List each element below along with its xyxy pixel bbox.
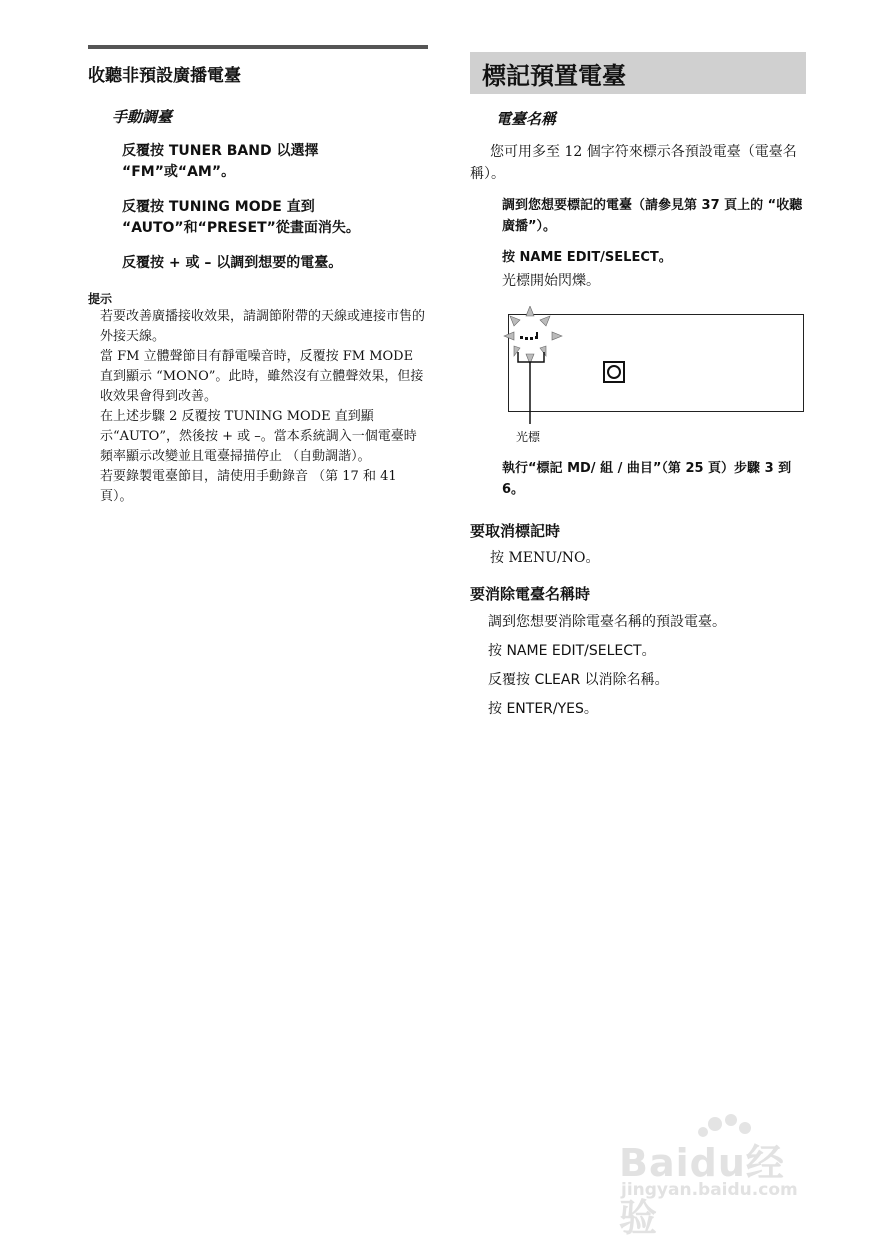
left-column [88, 45, 428, 507]
subsection-title: 手動調臺 [112, 108, 173, 126]
step-1: 調到您想要標記的電臺（請參見第 37 頁上的 “收聽廣播”）。 [502, 198, 803, 234]
section-title: 收聽非預設廣播電臺 [88, 66, 241, 86]
right-column [470, 52, 810, 720]
tip-3: 在上述步驟 2 反覆按 TUNING MODE 直到顯示“AUTO”，然後按 + 或 –。當本系統調入一個電臺時頻率顯示改變並且電臺掃描停止 （自動調諧）。 [100, 409, 417, 464]
watermark-url: jingyan.baidu.com [621, 1180, 798, 1200]
section-banner [470, 52, 806, 94]
display-illustration [470, 306, 810, 456]
erase-step-2: 按 NAME EDIT/SELECT。 [488, 643, 656, 659]
section-rule [88, 45, 428, 49]
erase-step-3: 反覆按 CLEAR 以消除名稱。 [488, 672, 669, 688]
banner-title: 標記預置電臺 [482, 61, 626, 90]
watermark-brand: Baidu经验 [619, 1141, 785, 1240]
cancel-text: 按 MENU/NO。 [490, 550, 600, 566]
erase-step-1: 調到您想要消除電臺名稱的預設電臺。 [488, 614, 726, 630]
tips-label: 提示 [88, 292, 113, 306]
intro-text: 您可用多至 12 個字符來標示各預設電臺（電臺名稱）。 [470, 144, 797, 182]
step-2: 反覆按 TUNING MODE 直到 “AUTO”和“PRESET”從畫面消失。 [122, 199, 360, 236]
tip-2: 當 FM 立體聲節目有靜電噪音時，反覆按 FM MODE 直到顯示 “MONO”。此時，雖然沒有立體聲效果，但接收效果會得到改善。 [100, 349, 424, 404]
step-2: 按 NAME EDIT/SELECT。 [502, 250, 672, 265]
step-2-note: 光標開始閃爍。 [502, 273, 600, 289]
cancel-heading: 要取消標記時 [470, 522, 561, 540]
step-1: 反覆按 TUNER BAND 以選擇 “FM”或“AM”。 [122, 143, 319, 180]
step-3: 反覆按 + 或 – 以調到想要的電臺。 [122, 255, 343, 271]
erase-step-4: 按 ENTER/YES。 [488, 701, 598, 717]
tip-4: 若要錄製電臺節目，請使用手動錄音 （第 17 和 41 頁）。 [100, 469, 397, 504]
baidu-watermark [615, 1110, 815, 1240]
tip-1: 若要改善廣播接收效果，請調節附帶的天線或連接市售的外接天線。 [100, 309, 426, 344]
subsection-title: 電臺名稱 [496, 110, 557, 128]
cursor-label: 光標 [516, 430, 541, 444]
erase-heading: 要消除電臺名稱時 [470, 585, 591, 603]
blinking-cursor-icon [470, 306, 806, 436]
step-3: 執行“標記 MD/ 組 / 曲目”（第 25 頁）步驟 3 到 6。 [502, 461, 792, 497]
